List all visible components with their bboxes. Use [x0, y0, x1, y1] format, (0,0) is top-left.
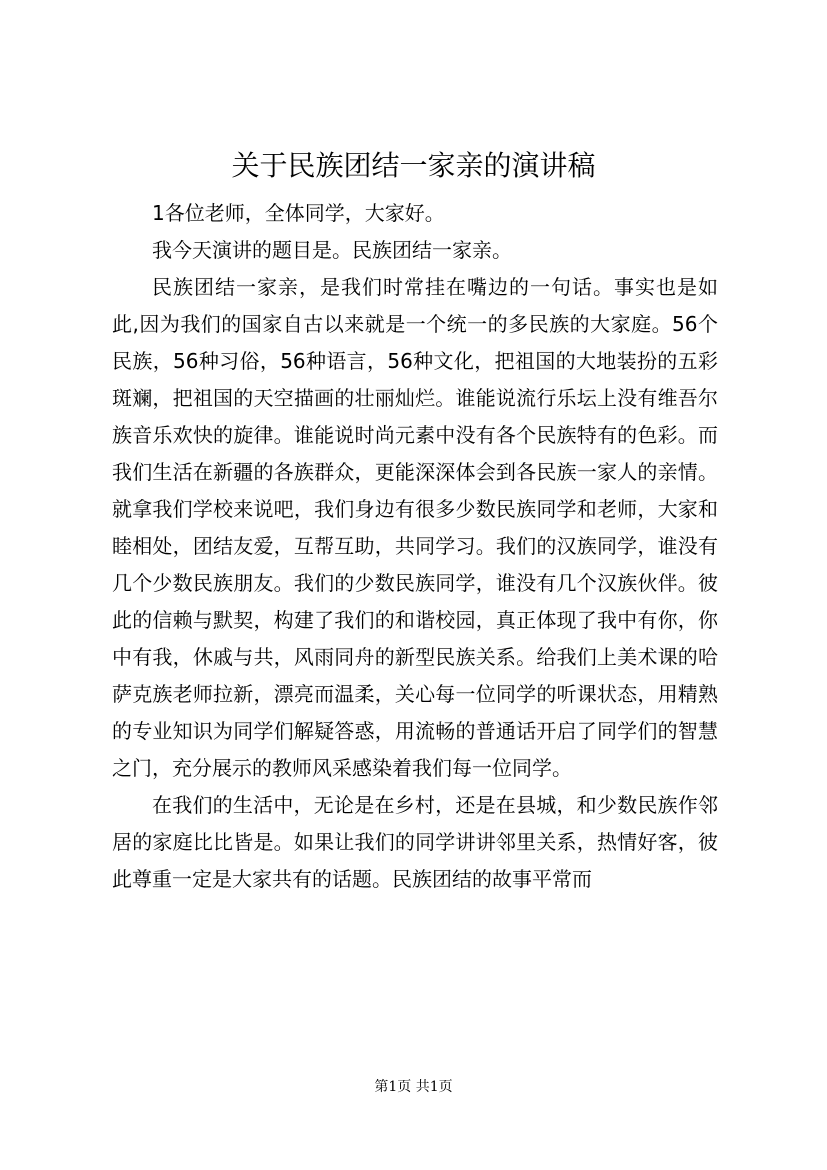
document-title: 关于民族团结一家亲的演讲稿 — [231, 149, 596, 182]
paragraph-greeting: 1各位老师，全体同学，大家好。 — [152, 201, 445, 225]
paragraph-life: 在我们的生活中，无论是在乡村，还是在县城，和少数民族作邻居的家庭比比皆是。如果让我们的同学讲讲邻里关系，热情好客，彼此尊重一定是大家共有的话题。民族团结的故事平常而 — [112, 793, 718, 891]
page-footer: 第1页 共1页 — [374, 1079, 453, 1095]
paragraph-main: 民族团结一家亲，是我们时常挂在嘴边的一句话。事实也是如此,因为我们的国家自古以来就是一个统一的多民族的大家庭。56个民族，56种习俗，56种语言，56种文化，把祖国的大地装扮的五彩斑斓，把祖国的天空描画的壮丽灿烂。谁能说流行乐坛上没有维吾尔族音乐欢快的旋律。谁能说时尚元素中没有各个民族特有的色彩。而我们生活在新疆的各族群众，更能深深体会到各民族一家人的亲情。就拿我们学校来说吧，我们身边有很多少数民族同学和老师，大家和睦相处，团结友爱，互帮互助，共同学习。我们的汉族同学，谁没有几个少数民族朋友。我们的少数民族同学，谁没有几个汉族伙伴。彼此的信赖与默契，构建了我们的和谐校园，真正体现了我中有你，你中有我，休戚与共，风雨同舟的新型民族关系。给我们上美术课的哈萨克族老师拉新，漂亮而温柔，关心每一位同学的听课状态，用精熟的专业知识为同学们解疑答惑，用流畅的普通话开启了同学们的智慧之门，充分展示的教师风采感染着我们每一位同学。 — [112, 275, 718, 780]
paragraph-topic: 我今天演讲的题目是。民族团结一家亲。 — [152, 238, 512, 262]
document-body — [112, 195, 718, 898]
